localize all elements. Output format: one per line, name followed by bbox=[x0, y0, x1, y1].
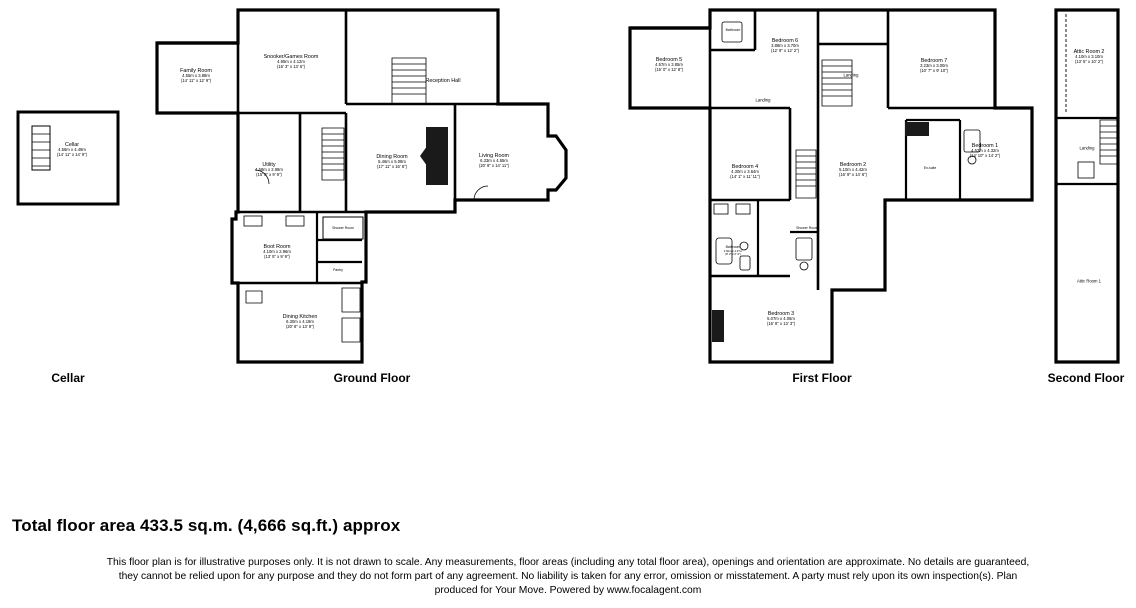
room-label: Landing bbox=[755, 97, 771, 103]
room-label: Bedroom 3 5.07m x 4.05m (16' 8" x 13' 3") bbox=[766, 311, 796, 327]
room-label: Shower Room bbox=[332, 226, 354, 231]
disclaimer-line-2: they cannot be relied upon for any purpose and they do not form part of any agreement. No liability is taken for any error, omission or misstatement. A party must rely upon its own inspection(s). Plan bbox=[118, 570, 1018, 582]
room-label: Living Room 6.33m x 4.55m (20' 9" x 14' 11") bbox=[478, 153, 510, 169]
room-label: Dining Kitchen 6.30m x 4.19m (20' 8" x 13' 9") bbox=[282, 314, 318, 330]
room-label: Snooker/Games Room 4.95m x 4.12m (16' 3" x 13' 6") bbox=[263, 54, 319, 70]
room-label: Bathroom bbox=[725, 28, 741, 33]
room-label: Bedroom 7 3.23m x 3.00m (10' 7" x 9' 10") bbox=[919, 58, 949, 74]
room-label: Bedroom 1 4.53m x 4.32m (14' 10" x 14' 2") bbox=[969, 143, 1001, 159]
room-label: Bathroom 2.50m x 2.07m (8' 2" x 6' 9") bbox=[723, 244, 743, 256]
disclaimer-line-1: This floor plan is for illustrative purposes only. It is not drawn to scale. Any measurements, floor areas (including any total floor area), openings and orientation are approximate. No details are guaranteed, bbox=[106, 557, 1030, 568]
room-label: Attic Room 1 bbox=[1077, 278, 1101, 284]
room-label: Reception Hall bbox=[425, 77, 461, 84]
room-label: Landing bbox=[843, 72, 859, 78]
room-label: Bedroom 4 4.30m x 3.64m (14' 1" x 11' 11") bbox=[730, 164, 760, 180]
room-label: Attic Room 2 4.10m x 3.10m (13' 5" x 10' 2") bbox=[1073, 49, 1105, 65]
room-label: Bedroom 2 5.10m x 4.42m (16' 9" x 14' 6") bbox=[838, 162, 868, 178]
room-label: Bedroom 5 4.57m x 3.85m (15' 0" x 12' 8") bbox=[654, 57, 684, 73]
total-floor-area: Total floor area 433.5 sq.m. (4,666 sq.ft.) approx bbox=[12, 516, 401, 535]
room-label: Pantry bbox=[333, 268, 343, 273]
room-label: Boot Room 4.10m x 2.96m (13' 5" x 9' 9") bbox=[263, 244, 291, 260]
room-label: Landing bbox=[1079, 145, 1095, 151]
room-label: Shower Room bbox=[796, 226, 818, 231]
floor-title-ground: Ground Floor bbox=[333, 371, 411, 385]
cellar-plan bbox=[18, 112, 118, 204]
floor-title-second: Second Floor bbox=[1047, 371, 1125, 385]
floor-title-first: First Floor bbox=[792, 371, 852, 385]
room-label: Cellar 4.56m x 4.49m (14' 11" x 14' 9") bbox=[56, 142, 88, 158]
room-label: Bedroom 6 3.88m x 3.70m (12' 9" x 12' 2") bbox=[770, 38, 800, 54]
floor-title-cellar: Cellar bbox=[51, 371, 85, 385]
room-label: Utility 4.58m x 2.98m (15' 0" x 9' 9") bbox=[255, 162, 283, 178]
room-label: Dining Room 5.46m x 5.08m (17' 11" x 16' 8") bbox=[376, 154, 408, 170]
disclaimer bbox=[0, 556, 1136, 598]
room-label: Family Room 4.55m x 3.88m (14' 11" x 12' 9") bbox=[180, 68, 212, 84]
room-label: En-suite bbox=[923, 166, 937, 171]
disclaimer-line-3: produced for Your Move. Powered by www.focalagent.com bbox=[434, 584, 702, 596]
first-floor-plan bbox=[630, 10, 1032, 362]
ground-floor-plan bbox=[157, 10, 566, 362]
